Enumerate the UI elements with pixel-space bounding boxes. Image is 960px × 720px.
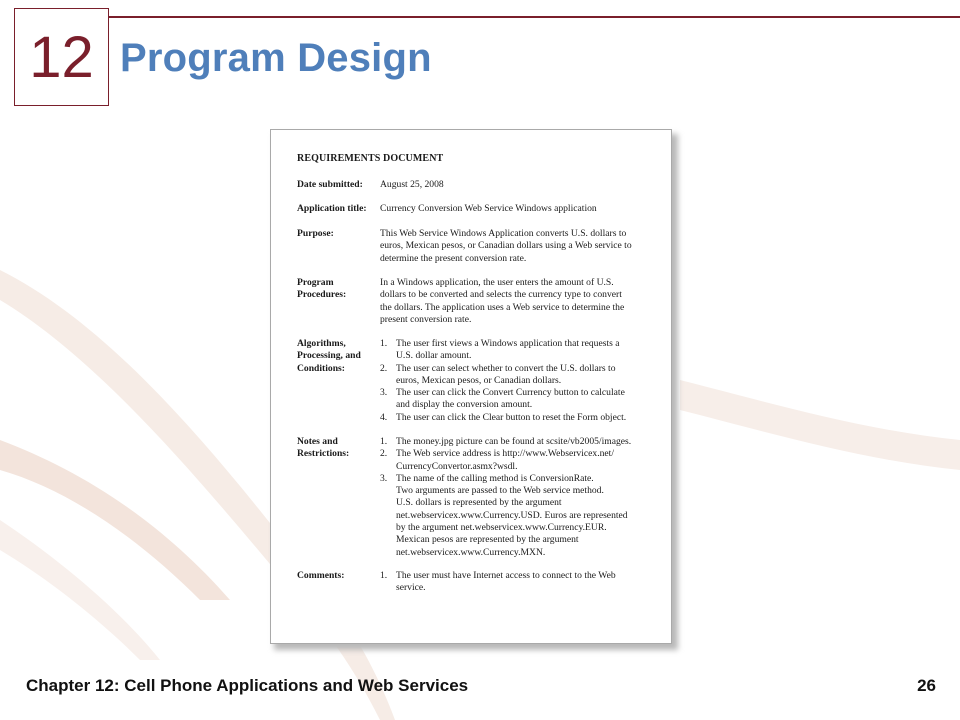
value-application-title: Currency Conversion Web Service Windows application [380,203,597,214]
value-algorithms [380,338,656,424]
list-item: 1. The user first views a Windows application that requests a U.S. dollar amount. [380,338,620,362]
label-notes-restrictions: Notes and Restrictions: [297,436,350,460]
label-application-title: Application title: [297,203,367,214]
requirements-document [270,129,672,644]
label-date: Date submitted: [297,179,363,190]
list-item: 4. The user can click the Clear button to reset the Form object. [380,411,627,423]
chapter-number: 12 [29,24,94,90]
slide-title: Program Design [120,36,432,80]
label-comments: Comments: [297,570,345,581]
chapter-number-box [14,8,109,106]
value-program-procedures: In a Windows application, the user enters the amount of U.S. dollars to be converted and selects the currency type to convert the dollars. The application uses a Web service to determine the present conversion rate. [380,277,625,325]
document-heading: REQUIREMENTS DOCUMENT [297,153,444,164]
label-purpose: Purpose: [297,228,334,239]
list-item: 3. The name of the calling method is ConversionRate. Two arguments are passed to the Web service method. U.S. dollars is represented by the argument net.webservicex.www.Currency.USD. Euros are represented by the argument net.webservicex.www.Currency.EUR. Mexican pesos are represented by the argument net.webservicex.www.Currency.MXN. [380,472,628,558]
value-date: August 25, 2008 [380,179,444,190]
value-purpose: This Web Service Windows Application converts U.S. dollars to euros, Mexican pesos, or Canadian dollars using a Web service to determine the present conversion rate. [380,228,632,264]
list-item: 1. The user must have Internet access to connect to the Web service. [380,570,616,594]
value-notes-restrictions [380,436,656,559]
list-item: 2. The user can select whether to convert the U.S. dollars to euros, Mexican pesos, or Canadian dollars. [380,362,616,386]
footer-chapter-title: Chapter 12: Cell Phone Applications and Web Services [26,676,469,695]
top-rule [108,16,960,18]
label-program-procedures: Program Procedures: [297,277,347,301]
page-number: 26 [917,676,936,695]
value-comments [380,570,656,595]
list-item: 2. The Web service address is http://www.Webservicex.net/ CurrencyConvertor.asmx?wsdl. [380,448,614,472]
list-item: 1. The money.jpg picture can be found at scsite/vb2005/images. [380,436,632,447]
label-algorithms: Algorithms, Processing, and Conditions: [297,338,361,374]
list-item: 3. The user can click the Convert Currency button to calculate and display the conversion amount. [380,387,625,411]
